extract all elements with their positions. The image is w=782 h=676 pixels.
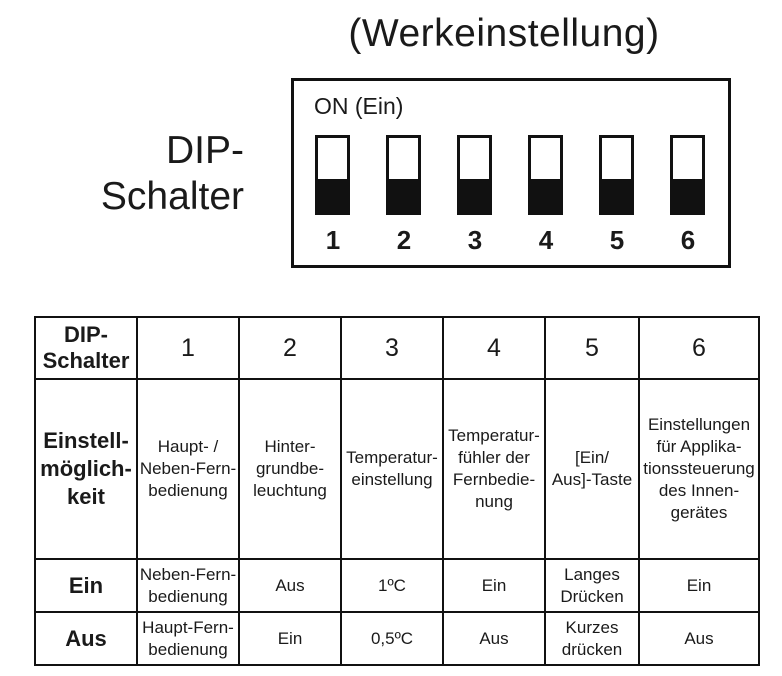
- column-header-6: 6: [639, 317, 759, 379]
- switch-knob: [531, 179, 560, 212]
- table-cell: [Ein/ Aus]-Taste: [545, 379, 639, 559]
- switch-number-6: 6: [680, 225, 696, 255]
- switch-knob: [318, 179, 347, 212]
- column-header-5: 5: [545, 317, 639, 379]
- table-cell: Ein: [443, 559, 545, 612]
- table-row-off: [35, 612, 759, 665]
- table-cell: Ein: [239, 612, 341, 665]
- switch-knob: [389, 179, 418, 212]
- dip-settings-table: [34, 316, 760, 666]
- table-cell: Kurzes drücken: [545, 612, 639, 665]
- table-cell: Aus: [443, 612, 545, 665]
- row-header-off: Aus: [35, 612, 137, 665]
- switch-number-5: 5: [609, 225, 625, 255]
- table-cell: Langes Drücken: [545, 559, 639, 612]
- table-cell: Einstellungen für Applika- tionssteuerung des Innen- gerätes: [639, 379, 759, 559]
- on-label: ON (Ein): [314, 93, 404, 119]
- dip-switch-6[interactable]: [670, 135, 705, 215]
- dip-switch-2[interactable]: [386, 135, 421, 215]
- table-header-row: [35, 317, 759, 379]
- switch-number-2: 2: [396, 225, 412, 255]
- table-cell: 0,5ºC: [341, 612, 443, 665]
- switch-knob: [602, 179, 631, 212]
- table-cell: Hinter- grundbe- leuchtung: [239, 379, 341, 559]
- factory-setting-title: (Werkeinstellung): [348, 12, 660, 55]
- dip-switch-4[interactable]: [528, 135, 563, 215]
- table-cell: Temperatur- fühler der Fernbedie- nung: [443, 379, 545, 559]
- dip-switch-5[interactable]: [599, 135, 634, 215]
- dip-switch-1[interactable]: [315, 135, 350, 215]
- table-cell: Temperatur- einstellung: [341, 379, 443, 559]
- column-header-4: 4: [443, 317, 545, 379]
- table-cell: Aus: [239, 559, 341, 612]
- table-row-on: [35, 559, 759, 612]
- table-cell: Haupt- / Neben-Fern- bedienung: [137, 379, 239, 559]
- table-row-options: [35, 379, 759, 559]
- switch-knob: [673, 179, 702, 212]
- dip-switch-3[interactable]: [457, 135, 492, 215]
- row-header-options: Einstell- möglich- keit: [35, 379, 137, 559]
- table-cell: Aus: [639, 612, 759, 665]
- dip-switch-label: DIP- Schalter: [100, 129, 244, 218]
- dip-switch-diagram: [291, 78, 731, 268]
- table-cell: Haupt-Fern- bedienung: [137, 612, 239, 665]
- column-header-1: 1: [137, 317, 239, 379]
- table-corner-header: DIP- Schalter: [35, 317, 137, 379]
- switch-number-3: 3: [467, 225, 483, 255]
- column-header-3: 3: [341, 317, 443, 379]
- row-header-on: Ein: [35, 559, 137, 612]
- switch-number-1: 1: [325, 225, 341, 255]
- column-header-2: 2: [239, 317, 341, 379]
- table-cell: 1ºC: [341, 559, 443, 612]
- table-cell: Neben-Fern- bedienung: [137, 559, 239, 612]
- table-cell: Ein: [639, 559, 759, 612]
- switch-knob: [460, 179, 489, 212]
- switch-number-4: 4: [538, 225, 554, 255]
